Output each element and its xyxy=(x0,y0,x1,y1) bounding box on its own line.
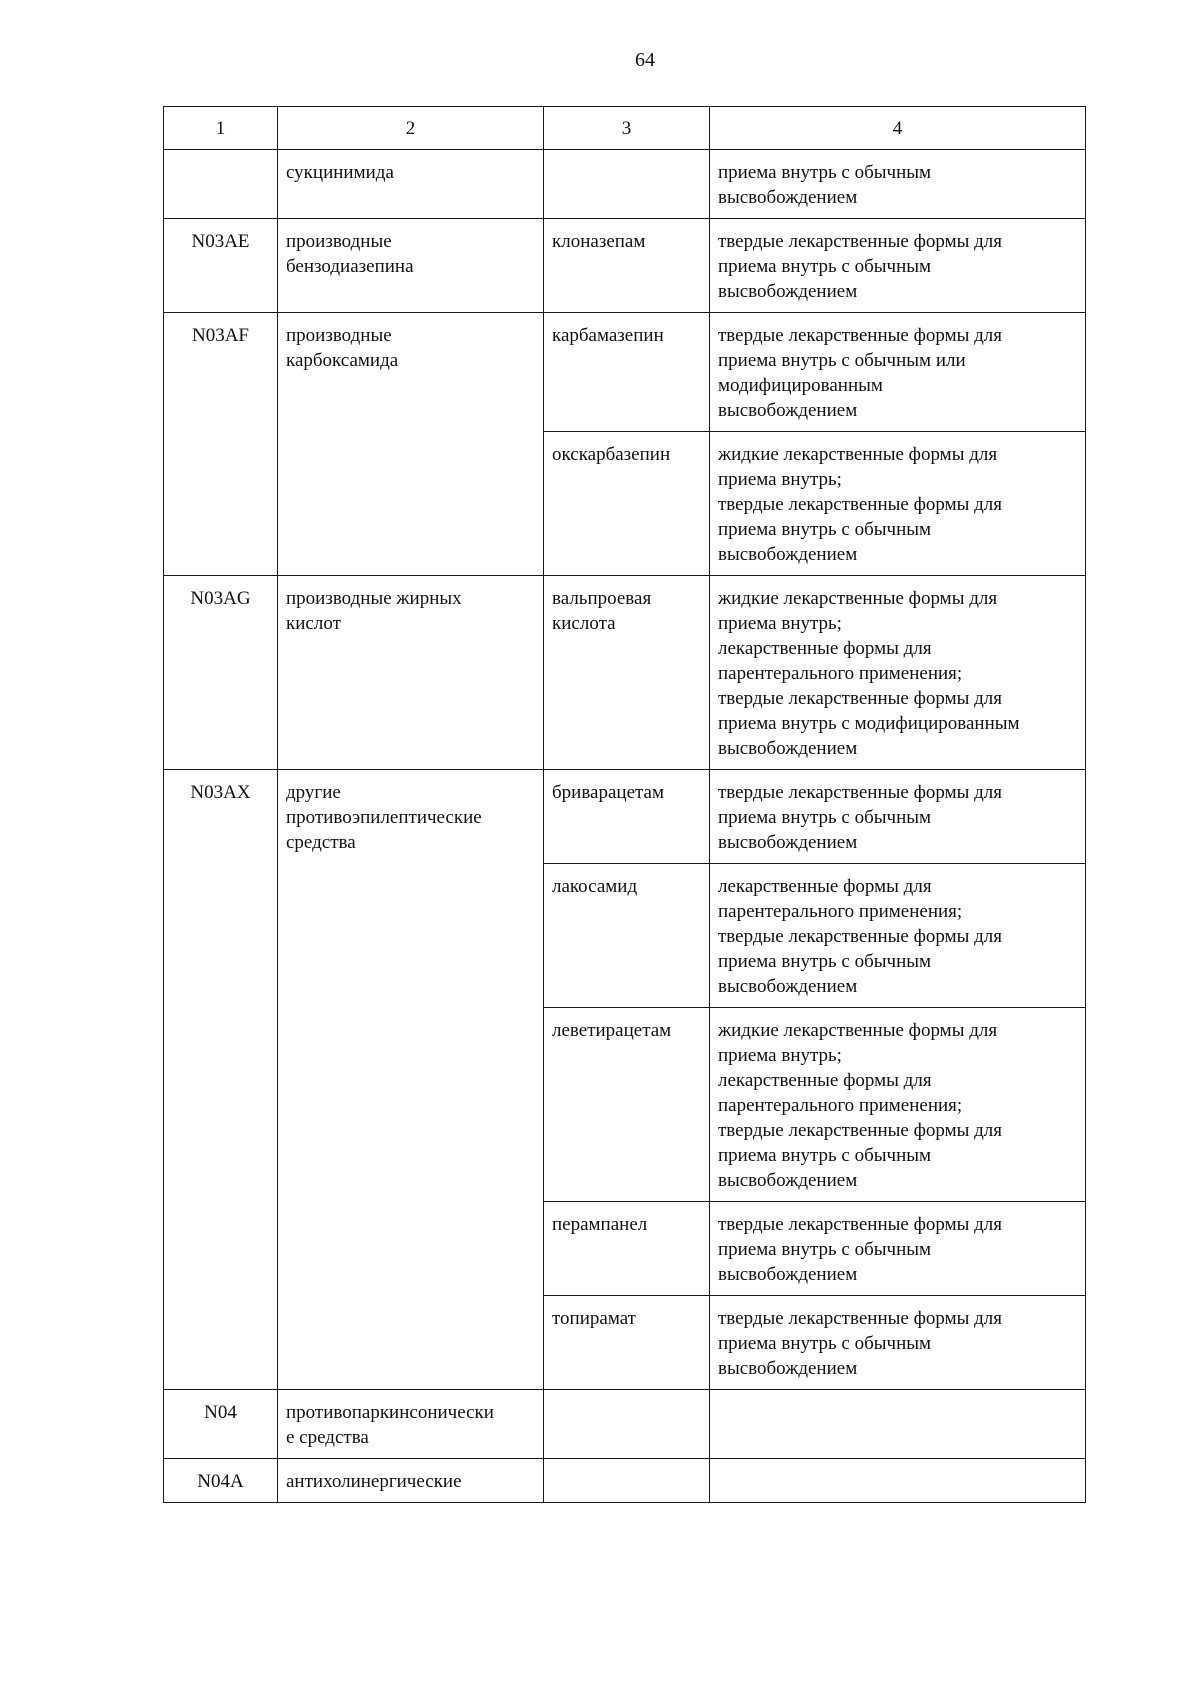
table-row xyxy=(164,576,1086,770)
medication-table xyxy=(163,106,1086,1503)
group-name-cell: противопаркинсонически е средства xyxy=(278,1390,544,1459)
atc-code-cell xyxy=(164,150,278,219)
atc-code-cell: N03AG xyxy=(164,576,278,770)
group-name-cell: производные карбоксамида xyxy=(278,313,544,576)
table-row xyxy=(164,770,1086,864)
atc-code-cell: N03AX xyxy=(164,770,278,1390)
drug-name-cell: окскарбазепин xyxy=(544,432,710,576)
table-row xyxy=(164,150,1086,219)
table-row xyxy=(164,313,1086,432)
atc-code-cell: N03AE xyxy=(164,219,278,313)
group-name-cell: антихолинергические xyxy=(278,1459,544,1503)
dosage-form-cell: жидкие лекарственные формы для приема внутрь; лекарственные формы для парентерального применения; твердые лекарственные формы для приема внутрь с обычным высвобождением xyxy=(710,1008,1086,1202)
drug-name-cell: перампанел xyxy=(544,1202,710,1296)
dosage-form-cell: жидкие лекарственные формы для приема внутрь; лекарственные формы для парентерального применения; твердые лекарственные формы для приема внутрь с модифицированным высвобождением xyxy=(710,576,1086,770)
table-row xyxy=(164,219,1086,313)
drug-name-cell xyxy=(544,1390,710,1459)
atc-code-cell: N04A xyxy=(164,1459,278,1503)
page-number: 64 xyxy=(635,49,655,71)
drug-name-cell: бриварацетам xyxy=(544,770,710,864)
table-row xyxy=(164,1459,1086,1503)
drug-name-cell: вальпроевая кислота xyxy=(544,576,710,770)
drug-name-cell: карбамазепин xyxy=(544,313,710,432)
group-name-cell: производные жирных кислот xyxy=(278,576,544,770)
dosage-form-cell: твердые лекарственные формы для приема внутрь с обычным высвобождением xyxy=(710,1202,1086,1296)
drug-name-cell: лакосамид xyxy=(544,864,710,1008)
column-header: 4 xyxy=(710,107,1086,150)
group-name-cell: другие противоэпилептические средства xyxy=(278,770,544,1390)
dosage-form-cell: жидкие лекарственные формы для приема внутрь; твердые лекарственные формы для приема внутрь с обычным высвобождением xyxy=(710,432,1086,576)
dosage-form-cell: твердые лекарственные формы для приема внутрь с обычным высвобождением xyxy=(710,770,1086,864)
dosage-form-cell: приема внутрь с обычным высвобождением xyxy=(710,150,1086,219)
group-name-cell: сукцинимида xyxy=(278,150,544,219)
drug-name-cell xyxy=(544,1459,710,1503)
drug-name-cell: леветирацетам xyxy=(544,1008,710,1202)
column-header: 2 xyxy=(278,107,544,150)
group-name-cell: производные бензодиазепина xyxy=(278,219,544,313)
atc-code-cell: N03AF xyxy=(164,313,278,576)
dosage-form-cell: лекарственные формы для парентерального применения; твердые лекарственные формы для приема внутрь с обычным высвобождением xyxy=(710,864,1086,1008)
table-header-row xyxy=(164,107,1086,150)
atc-code-cell: N04 xyxy=(164,1390,278,1459)
dosage-form-cell: твердые лекарственные формы для приема внутрь с обычным или модифицированным высвобождением xyxy=(710,313,1086,432)
column-header: 3 xyxy=(544,107,710,150)
dosage-form-cell xyxy=(710,1459,1086,1503)
drug-name-cell xyxy=(544,150,710,219)
drug-name-cell: топирамат xyxy=(544,1296,710,1390)
dosage-form-cell xyxy=(710,1390,1086,1459)
dosage-form-cell: твердые лекарственные формы для приема внутрь с обычным высвобождением xyxy=(710,1296,1086,1390)
dosage-form-cell: твердые лекарственные формы для приема внутрь с обычным высвобождением xyxy=(710,219,1086,313)
column-header: 1 xyxy=(164,107,278,150)
table-row xyxy=(164,1390,1086,1459)
drug-name-cell: клоназепам xyxy=(544,219,710,313)
